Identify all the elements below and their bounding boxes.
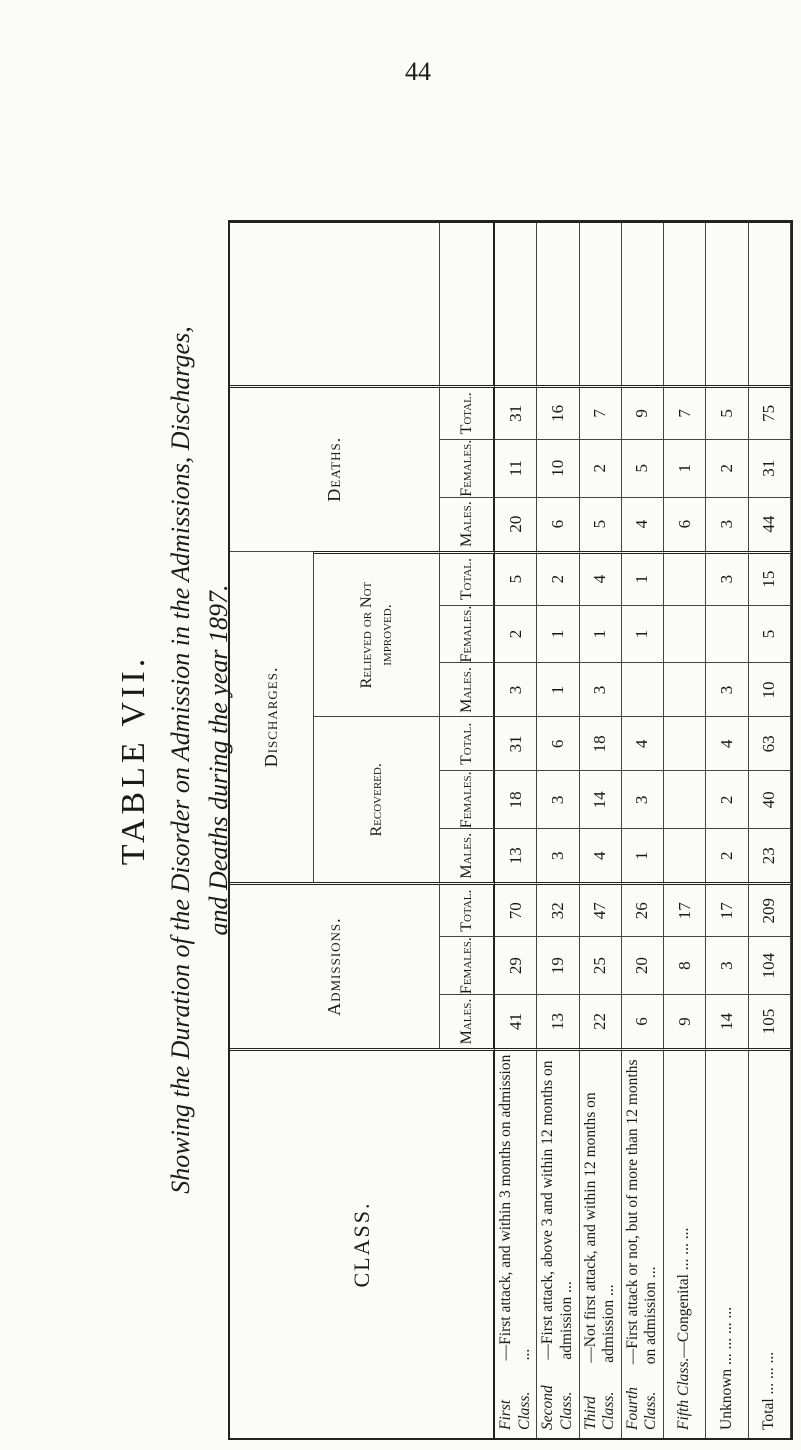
row-label-class: Third Class. xyxy=(581,1391,618,1430)
table-cell: 9 xyxy=(664,994,706,1048)
admissions-header: Admissions. xyxy=(230,882,440,1048)
table-cell xyxy=(664,662,706,716)
blank-cell xyxy=(580,223,622,385)
relieved-header: Relieved or Not improved. xyxy=(314,551,440,717)
table-cell: 31 xyxy=(495,716,537,770)
table-cell: 25 xyxy=(580,936,622,994)
rec-females-header: Females. xyxy=(440,770,495,828)
row-label xyxy=(622,1048,664,1438)
table-cell: 2 xyxy=(706,439,748,497)
row-label-class: Fourth Class. xyxy=(623,1386,660,1430)
table-cell: 32 xyxy=(537,882,579,936)
table-cell: 15 xyxy=(749,551,791,605)
table-cell: 40 xyxy=(749,770,791,828)
blank-cell xyxy=(749,223,791,385)
table-cell: 8 xyxy=(664,936,706,994)
table-cell: 3 xyxy=(706,551,748,605)
table-subtitle-line1: Showing the Duration of the Disorder on Admission in the Admissions, Discharges, xyxy=(166,326,195,1194)
table-cell xyxy=(622,662,664,716)
table-cell: 13 xyxy=(537,994,579,1048)
table-cell: 11 xyxy=(495,439,537,497)
table-cell: 7 xyxy=(664,385,706,439)
table-cell: 1 xyxy=(664,439,706,497)
row-label xyxy=(580,1048,622,1438)
table-cell: 105 xyxy=(749,994,791,1048)
table-cell: 47 xyxy=(580,882,622,936)
blank-subheader xyxy=(440,223,495,385)
row-label-text: —Not first attack, and within 12 months on admission ... xyxy=(581,1092,618,1363)
table-cell: 1 xyxy=(622,828,664,882)
rec-males-header: Males. xyxy=(440,828,495,882)
deaths-header: Deaths. xyxy=(230,385,440,551)
table-cell: 1 xyxy=(622,551,664,605)
table-cell: 17 xyxy=(664,882,706,936)
table-cell: 3 xyxy=(706,497,748,551)
table-cell: 6 xyxy=(537,497,579,551)
table-cell xyxy=(664,551,706,605)
blank-cell xyxy=(664,223,706,385)
row-label-text: —First attack or not, but of more than 12 months on admission ... xyxy=(623,1059,660,1365)
table-cell: 2 xyxy=(706,770,748,828)
table-cell: 1 xyxy=(580,605,622,663)
table-cell: 44 xyxy=(749,497,791,551)
table-cell: 5 xyxy=(706,385,748,439)
row-label xyxy=(495,1048,537,1438)
table-cell: 70 xyxy=(495,882,537,936)
table-cell: 7 xyxy=(580,385,622,439)
table-cell: 4 xyxy=(622,716,664,770)
table-cell: 209 xyxy=(749,882,791,936)
table-cell: 2 xyxy=(580,439,622,497)
recovered-header: Recovered. xyxy=(314,716,440,882)
row-label-text: Total ... ... ... xyxy=(760,1351,778,1430)
table-cell: 3 xyxy=(580,662,622,716)
table-cell: 5 xyxy=(622,439,664,497)
table-cell: 2 xyxy=(495,605,537,663)
table-cell: 23 xyxy=(749,828,791,882)
rel-males-header: Males. xyxy=(440,662,495,716)
table-cell: 3 xyxy=(495,662,537,716)
table-cell: 6 xyxy=(622,994,664,1048)
table-cell xyxy=(664,828,706,882)
table-cell: 26 xyxy=(622,882,664,936)
table-cell: 5 xyxy=(580,497,622,551)
blank-cell xyxy=(622,223,664,385)
row-label-text: —Congenital ... ... ... xyxy=(675,1227,693,1358)
table-cell xyxy=(664,770,706,828)
table-cell: 4 xyxy=(580,828,622,882)
row-label xyxy=(749,1048,791,1438)
page-number: 44 xyxy=(405,57,431,86)
table-cell: 6 xyxy=(537,716,579,770)
table-cell: 41 xyxy=(495,994,537,1048)
table-cell: 3 xyxy=(537,828,579,882)
death-males-header: Males. xyxy=(440,497,495,551)
table-cell: 14 xyxy=(580,770,622,828)
table-cell: 10 xyxy=(537,439,579,497)
row-label xyxy=(537,1048,579,1438)
rel-total-header: Total. xyxy=(440,551,495,605)
adm-total-header: Total. xyxy=(440,882,495,936)
table-cell: 3 xyxy=(706,662,748,716)
table-subtitle-line2: and Deaths during the year 1897. xyxy=(204,584,233,936)
table-cell: 31 xyxy=(749,439,791,497)
table-cell: 31 xyxy=(495,385,537,439)
table-title: TABLE VII. xyxy=(115,654,152,866)
row-label xyxy=(664,1048,706,1438)
data-table xyxy=(228,220,793,1440)
table-cell: 4 xyxy=(622,497,664,551)
table-cell: 10 xyxy=(749,662,791,716)
row-label-class: Fifth Class. xyxy=(675,1357,693,1430)
adm-females-header: Females. xyxy=(440,936,495,994)
row-label-text: —First attack, above 3 and within 12 months on admission ... xyxy=(539,1060,575,1360)
rel-females-header: Females. xyxy=(440,605,495,663)
table-cell: 4 xyxy=(706,716,748,770)
table-cell: 1 xyxy=(622,605,664,663)
row-label-text: —First attack, and within 3 months on admission ... xyxy=(497,1054,533,1361)
adm-males-header: Males. xyxy=(440,994,495,1048)
table-cell: 3 xyxy=(706,936,748,994)
table-cell: 14 xyxy=(706,994,748,1048)
blank-cell xyxy=(706,223,748,385)
table-cell: 63 xyxy=(749,716,791,770)
table-cell: 19 xyxy=(537,936,579,994)
table-cell: 13 xyxy=(495,828,537,882)
table-cell xyxy=(706,605,748,663)
table-cell: 20 xyxy=(622,936,664,994)
discharges-header: Discharges. xyxy=(230,551,314,883)
table-cell: 3 xyxy=(537,770,579,828)
table-cell: 3 xyxy=(622,770,664,828)
table-cell: 2 xyxy=(537,551,579,605)
death-females-header: Females. xyxy=(440,439,495,497)
table-cell: 18 xyxy=(495,770,537,828)
blank-cell xyxy=(537,223,579,385)
table-cell: 9 xyxy=(622,385,664,439)
table-cell: 6 xyxy=(664,497,706,551)
table-cell: 1 xyxy=(537,662,579,716)
table-cell: 2 xyxy=(706,828,748,882)
blank-header xyxy=(230,223,440,385)
table-cell: 4 xyxy=(580,551,622,605)
table-cell: 29 xyxy=(495,936,537,994)
table-cell: 22 xyxy=(580,994,622,1048)
row-label-class: Second Class. xyxy=(539,1385,575,1430)
row-label-text: Unknown ... ... ... ... xyxy=(717,1306,735,1430)
row-label xyxy=(706,1048,748,1438)
table-cell: 5 xyxy=(495,551,537,605)
blank-cell xyxy=(495,223,537,385)
table-cell: 18 xyxy=(580,716,622,770)
table-cell: 20 xyxy=(495,497,537,551)
table-cell: 1 xyxy=(537,605,579,663)
death-total-header: Total. xyxy=(440,385,495,439)
table-cell: 17 xyxy=(706,882,748,936)
rec-total-header: Total. xyxy=(440,716,495,770)
table-cell xyxy=(664,716,706,770)
class-header: CLASS. xyxy=(230,1048,495,1438)
row-label-class: First Class. xyxy=(497,1391,533,1430)
table-cell xyxy=(664,605,706,663)
table-cell: 104 xyxy=(749,936,791,994)
table-cell: 75 xyxy=(749,385,791,439)
table-cell: 16 xyxy=(537,385,579,439)
table-cell: 5 xyxy=(749,605,791,663)
